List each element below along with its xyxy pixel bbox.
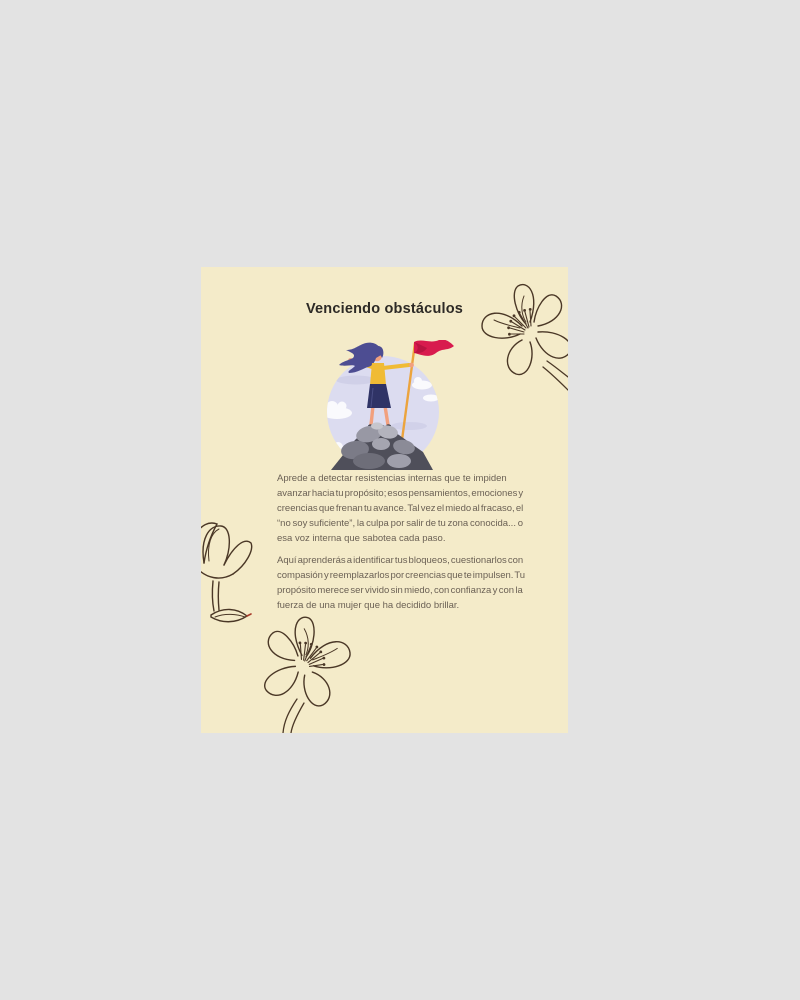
text-line: “no soy suficiente”, la culpa por salir de tu zona conocida... o [277, 518, 524, 529]
cloud-streak [391, 422, 427, 430]
body-text [277, 471, 526, 620]
tulip-flower-icon [201, 523, 252, 622]
paragraph-1 [277, 471, 523, 546]
text-line: compasión y reemplazarlos por creencias que te impulsen. Tu [277, 570, 526, 581]
text-line: Aquí aprenderás a identificar tus bloqueos, cuestionarlos con [277, 555, 524, 566]
text-line: propósito merece ser vivido sin miedo, con confianza y con la [277, 585, 523, 596]
text-line: esa voz interna que sabotea cada paso. [277, 533, 446, 544]
text-line: creencias que frenan tu avance. Tal vez el miedo al fracaso, el [277, 503, 524, 514]
page-title: Venciendo obstáculos [305, 301, 464, 317]
open-flower-bottom-left-icon [256, 612, 357, 733]
text-line: Aprede a detectar resistencias internas que te impiden [277, 473, 507, 484]
woman-with-flag-illustration [311, 340, 457, 470]
flag-icon [414, 340, 454, 356]
text-line: avanzar hacia tu propósito; esos pensamientos, emociones y [277, 488, 524, 499]
cloud-streak [336, 376, 376, 385]
paragraph-2 [277, 553, 526, 613]
content-card [201, 267, 568, 733]
text-line: fuerza de una mujer que ha decidido brillar. [277, 600, 460, 611]
